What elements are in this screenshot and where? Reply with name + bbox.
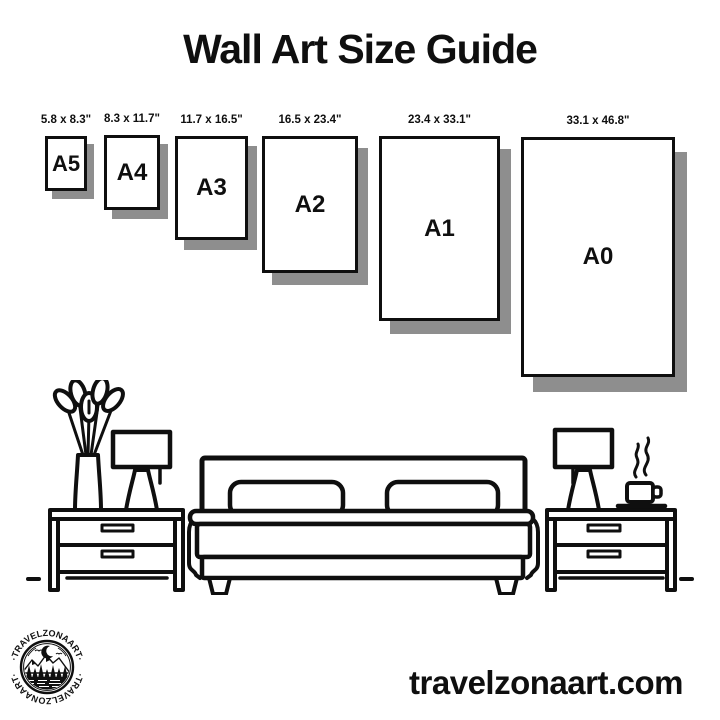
page-title: Wall Art Size Guide [183, 26, 537, 72]
paper-size-box [175, 136, 248, 240]
size-dimensions-label: 5.8 x 8.3" [40, 114, 92, 126]
paper-size-box [521, 137, 675, 377]
paper-size-name: A2 [294, 190, 326, 218]
svg-text:·TRAVELZONAART·: ·TRAVELZONAART· [8, 627, 86, 662]
paper-size-name: A1 [424, 214, 455, 242]
paper-size-name: A5 [51, 150, 81, 176]
table-lamp-left-icon [113, 432, 170, 510]
table-lamp-right-icon [555, 430, 612, 510]
paper-size-box [379, 136, 500, 321]
size-item-a3 [175, 114, 248, 240]
size-item-a5 [40, 114, 92, 191]
website-url: travelzonaart.com [409, 664, 683, 701]
paper-size-box [45, 136, 87, 191]
coffee-cup-icon [618, 438, 665, 506]
size-item-a0 [521, 115, 675, 377]
size-dimensions-label: 11.7 x 16.5" [180, 114, 243, 126]
size-item-a2 [262, 114, 358, 273]
svg-text:·TRAVELZONAART·: ·TRAVELZONAART· [8, 672, 86, 707]
size-item-a4 [104, 113, 160, 210]
size-dimensions-label: 23.4 x 33.1" [407, 114, 472, 126]
nightstand-right-icon [547, 510, 675, 590]
mountain-badge-logo-icon [21, 641, 73, 693]
size-dimensions-label: 8.3 x 11.7" [104, 113, 160, 125]
paper-size-name: A4 [116, 158, 148, 186]
paper-size-box [262, 136, 358, 273]
size-dimensions-label: 33.1 x 46.8" [566, 115, 630, 127]
size-item-a1 [379, 114, 500, 321]
nightstand-left-icon [50, 510, 183, 590]
bed-icon [189, 458, 538, 594]
brand-logo [2, 620, 92, 714]
paper-size-name: A0 [582, 243, 614, 270]
paper-size-name: A3 [196, 174, 227, 201]
paper-size-box [104, 135, 160, 210]
size-dimensions-label: 16.5 x 23.4" [278, 114, 342, 126]
bedroom-illustration [25, 380, 695, 595]
